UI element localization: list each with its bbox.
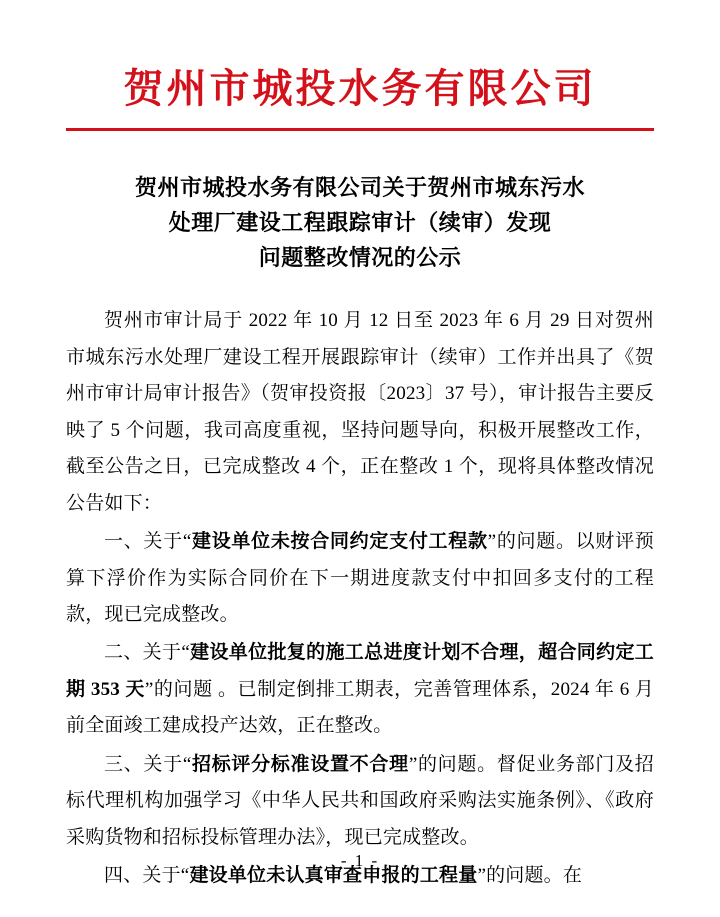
text-run: 三、关于“ — [104, 753, 192, 775]
text-run: 二、关于“ — [104, 642, 190, 664]
text-run: 一、关于“ — [104, 531, 192, 553]
text-run: ”的问题。在 — [477, 865, 583, 887]
text-run: 建设单位批复的施工总进度计划不合理，超合同约定工期 353 天 — [66, 642, 655, 700]
paragraph-item-1 — [66, 524, 654, 633]
text-run: 四、关于“ — [104, 865, 190, 887]
page-title-line-3: 问题整改情况的公示 — [258, 244, 462, 271]
text-run: ”的问题。督促业务部门及招标代理机构加强学习《中华人民共和国政府采购法实施条例》、《政府采购货物和招标投标管理办法》，现已完成整改。 — [66, 753, 654, 848]
page-title-line-2: 处理厂建设工程跟踪审计（续审）发现 — [168, 209, 552, 236]
text-run: 建设单位未认真审查申报的工程量 — [189, 865, 478, 887]
text-run: ”的问题。以财评预算下浮价作为实际合同价在下一期进度款支付中扣回多支付的工程款，现已完成整改。 — [66, 531, 654, 625]
text-run: 招标评分标准设置不合理 — [191, 753, 409, 775]
document-body — [66, 303, 654, 895]
page-title-line-1: 贺州市城投水务有限公司关于贺州市城东污水 — [134, 175, 585, 201]
paragraph-intro — [66, 303, 654, 522]
paragraph-item-3 — [66, 747, 654, 856]
text-run: 建设单位未按合同约定支付工程款 — [191, 531, 488, 553]
page-number: - 1 - — [340, 851, 380, 870]
letterhead-company-name: 贺州市城投水务有限公司 — [123, 65, 597, 112]
paragraph-item-2 — [66, 635, 654, 744]
letterhead-divider — [66, 128, 654, 131]
page-title — [66, 171, 654, 275]
text-run: 贺州市审计局于 2022 年 10 月 12 日至 2023 年 6 月 29 日对贺州市城东污水处理厂建设工程开展跟踪审计（续审）工作并出具了《贺州市审计局审计报告》（贺审投资报〔2023〕37 号），审计报告主要反映了 5 个问题，我司高度重视，坚持问题导向，积极开展整改工作，截至公告之日，已完成整改 4 个，正在整改 1 个，现将具体整改情况公告如下： — [66, 310, 654, 514]
letterhead — [66, 0, 654, 131]
text-run: ”的问题 。已制定倒排工期表，完善管理体系，2024 年 6 月前全面竣工建成投产达效，正在整改。 — [66, 678, 654, 737]
